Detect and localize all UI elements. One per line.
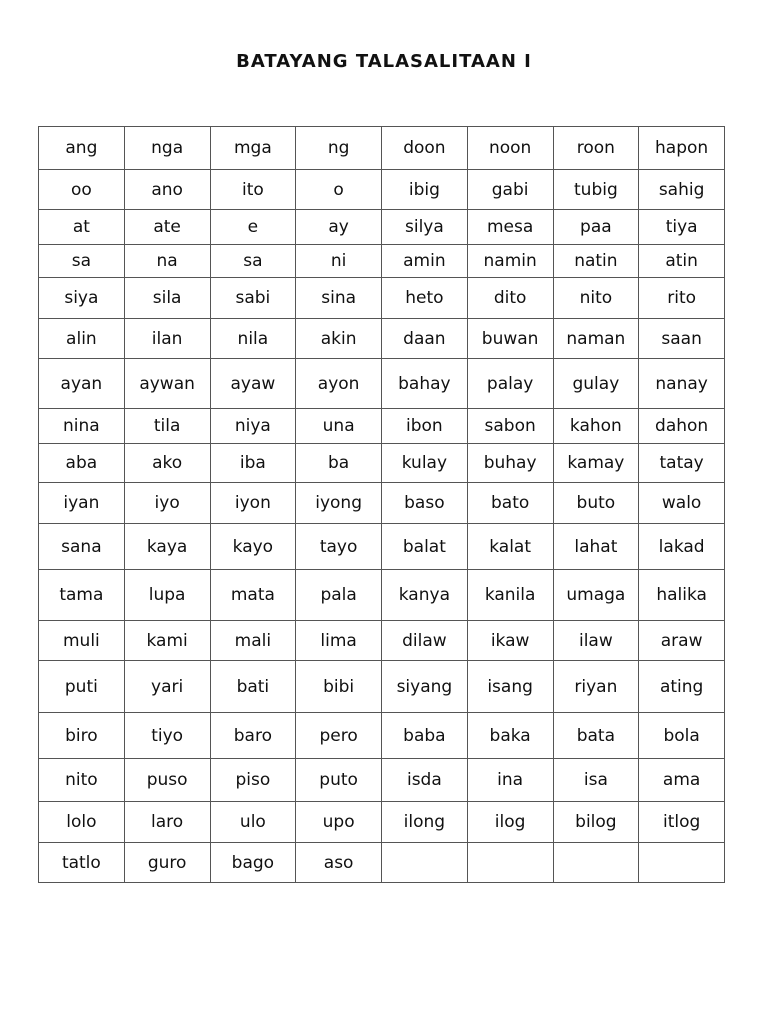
word-cell: piso [210, 759, 296, 802]
word-cell: ayon [296, 359, 382, 409]
word-cell: niya [210, 409, 296, 444]
word-cell: ibig [382, 170, 468, 210]
word-cell: sila [124, 278, 210, 319]
word-cell: ilaw [553, 621, 639, 661]
word-cell: mali [210, 621, 296, 661]
word-cell: iyo [124, 483, 210, 524]
word-cell: kayo [210, 524, 296, 570]
word-cell: ama [639, 759, 725, 802]
word-cell: balat [382, 524, 468, 570]
table-row [39, 409, 725, 444]
word-cell: ayan [39, 359, 125, 409]
word-cell: bola [639, 713, 725, 759]
word-cell: oo [39, 170, 125, 210]
word-cell: ating [639, 661, 725, 713]
word-cell: siyang [382, 661, 468, 713]
word-cell: aso [296, 843, 382, 883]
word-cell: bati [210, 661, 296, 713]
word-cell: tiya [639, 210, 725, 245]
word-cell: tubig [553, 170, 639, 210]
word-cell: ulo [210, 802, 296, 843]
word-cell: ako [124, 444, 210, 483]
table-row [39, 570, 725, 621]
word-cell: kaya [124, 524, 210, 570]
word-cell: saan [639, 319, 725, 359]
word-cell: akin [296, 319, 382, 359]
word-cell: nito [553, 278, 639, 319]
word-cell: lima [296, 621, 382, 661]
empty-cell [553, 843, 639, 883]
word-cell: isa [553, 759, 639, 802]
word-cell: tayo [296, 524, 382, 570]
word-cell: lupa [124, 570, 210, 621]
word-cell: ba [296, 444, 382, 483]
word-cell: kulay [382, 444, 468, 483]
word-cell: mesa [467, 210, 553, 245]
table-row [39, 127, 725, 170]
word-cell: natin [553, 245, 639, 278]
word-cell: dahon [639, 409, 725, 444]
word-cell: aywan [124, 359, 210, 409]
table-row [39, 661, 725, 713]
word-cell: bato [467, 483, 553, 524]
word-cell: tatay [639, 444, 725, 483]
word-cell: tama [39, 570, 125, 621]
word-cell: sahig [639, 170, 725, 210]
word-cell: lahat [553, 524, 639, 570]
empty-cell [639, 843, 725, 883]
empty-cell [467, 843, 553, 883]
word-cell: sa [39, 245, 125, 278]
table-row [39, 444, 725, 483]
word-cell: mga [210, 127, 296, 170]
word-cell: baso [382, 483, 468, 524]
word-cell: buhay [467, 444, 553, 483]
table-row [39, 245, 725, 278]
table-row [39, 843, 725, 883]
word-cell: halika [639, 570, 725, 621]
word-cell: muli [39, 621, 125, 661]
word-cell: silya [382, 210, 468, 245]
table-row [39, 759, 725, 802]
word-cell: nito [39, 759, 125, 802]
word-table [38, 126, 725, 883]
word-cell: heto [382, 278, 468, 319]
word-cell: amin [382, 245, 468, 278]
word-cell: araw [639, 621, 725, 661]
word-cell: puto [296, 759, 382, 802]
word-cell: palay [467, 359, 553, 409]
word-cell: ayaw [210, 359, 296, 409]
word-cell: paa [553, 210, 639, 245]
word-cell: upo [296, 802, 382, 843]
word-cell: guro [124, 843, 210, 883]
word-cell: pala [296, 570, 382, 621]
word-cell: ilan [124, 319, 210, 359]
word-cell: iyan [39, 483, 125, 524]
word-cell: naman [553, 319, 639, 359]
word-cell: isang [467, 661, 553, 713]
word-cell: umaga [553, 570, 639, 621]
word-cell: kanila [467, 570, 553, 621]
word-cell: ikaw [467, 621, 553, 661]
word-cell: lakad [639, 524, 725, 570]
word-cell: ay [296, 210, 382, 245]
word-cell: ina [467, 759, 553, 802]
word-cell: ilog [467, 802, 553, 843]
word-cell: daan [382, 319, 468, 359]
word-cell: itlog [639, 802, 725, 843]
word-cell: nila [210, 319, 296, 359]
empty-cell [382, 843, 468, 883]
table-row [39, 621, 725, 661]
word-cell: sina [296, 278, 382, 319]
table-row [39, 319, 725, 359]
word-cell: na [124, 245, 210, 278]
word-cell: sabi [210, 278, 296, 319]
word-cell: at [39, 210, 125, 245]
word-cell: iyon [210, 483, 296, 524]
page-title: BATAYANG TALASALITAAN I [236, 51, 532, 72]
word-cell: puso [124, 759, 210, 802]
word-cell: kamay [553, 444, 639, 483]
word-cell: sana [39, 524, 125, 570]
word-cell: gulay [553, 359, 639, 409]
word-cell: alin [39, 319, 125, 359]
table-row [39, 713, 725, 759]
word-cell: iyong [296, 483, 382, 524]
word-cell: o [296, 170, 382, 210]
word-cell: ang [39, 127, 125, 170]
word-cell: bago [210, 843, 296, 883]
word-cell: kami [124, 621, 210, 661]
word-cell: noon [467, 127, 553, 170]
word-cell: nanay [639, 359, 725, 409]
word-cell: sabon [467, 409, 553, 444]
word-cell: baba [382, 713, 468, 759]
word-cell: lolo [39, 802, 125, 843]
table-row [39, 483, 725, 524]
word-cell: baro [210, 713, 296, 759]
table-row [39, 210, 725, 245]
word-cell: una [296, 409, 382, 444]
word-cell: riyan [553, 661, 639, 713]
table-row [39, 359, 725, 409]
word-cell: puti [39, 661, 125, 713]
word-cell: doon [382, 127, 468, 170]
word-cell: kalat [467, 524, 553, 570]
table-row [39, 524, 725, 570]
word-cell: buwan [467, 319, 553, 359]
word-cell: tatlo [39, 843, 125, 883]
word-cell: nga [124, 127, 210, 170]
word-cell: aba [39, 444, 125, 483]
word-cell: walo [639, 483, 725, 524]
word-cell: roon [553, 127, 639, 170]
word-cell: ibon [382, 409, 468, 444]
word-cell: bibi [296, 661, 382, 713]
word-cell: ate [124, 210, 210, 245]
word-cell: tiyo [124, 713, 210, 759]
word-cell: ni [296, 245, 382, 278]
word-cell: laro [124, 802, 210, 843]
word-cell: sa [210, 245, 296, 278]
word-cell: bilog [553, 802, 639, 843]
word-cell: bata [553, 713, 639, 759]
word-cell: buto [553, 483, 639, 524]
table-row [39, 278, 725, 319]
word-cell: namin [467, 245, 553, 278]
table-row [39, 802, 725, 843]
word-cell: ito [210, 170, 296, 210]
word-cell: isda [382, 759, 468, 802]
word-cell: baka [467, 713, 553, 759]
word-cell: rito [639, 278, 725, 319]
word-cell: atin [639, 245, 725, 278]
table-row [39, 170, 725, 210]
word-cell: tila [124, 409, 210, 444]
word-cell: nina [39, 409, 125, 444]
word-cell: gabi [467, 170, 553, 210]
word-cell: biro [39, 713, 125, 759]
word-table-body [39, 127, 725, 883]
word-cell: ano [124, 170, 210, 210]
word-cell: bahay [382, 359, 468, 409]
word-cell: kahon [553, 409, 639, 444]
word-cell: e [210, 210, 296, 245]
word-cell: mata [210, 570, 296, 621]
word-cell: yari [124, 661, 210, 713]
word-cell: dito [467, 278, 553, 319]
word-cell: kanya [382, 570, 468, 621]
word-cell: pero [296, 713, 382, 759]
word-cell: ilong [382, 802, 468, 843]
word-cell: dilaw [382, 621, 468, 661]
word-cell: ng [296, 127, 382, 170]
word-cell: iba [210, 444, 296, 483]
word-cell: siya [39, 278, 125, 319]
word-cell: hapon [639, 127, 725, 170]
